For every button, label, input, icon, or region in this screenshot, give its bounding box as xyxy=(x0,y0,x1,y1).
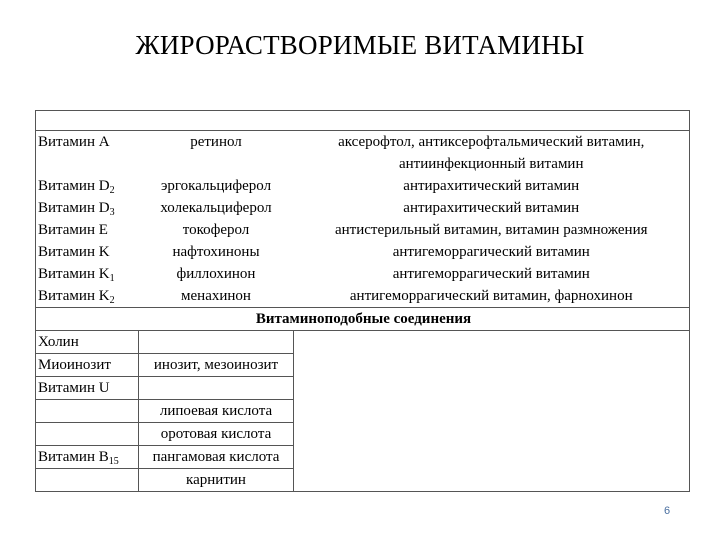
compound-cell: менахинон xyxy=(139,285,294,308)
empty-cell xyxy=(294,446,690,469)
table-row xyxy=(36,197,690,219)
synonyms-cell: антирахитический витамин xyxy=(294,197,690,219)
vitamin-name-cell xyxy=(36,131,139,176)
vitamin-name: Витамин D xyxy=(38,178,110,194)
vitamin-name-cell xyxy=(36,400,139,423)
vitamin-subscript: 2 xyxy=(109,295,115,306)
page-number: 6 xyxy=(664,505,671,517)
vitamin-name-cell xyxy=(36,423,139,446)
vitamin-subscript: 1 xyxy=(109,273,115,284)
compound-cell: токоферол xyxy=(182,222,250,238)
vitamin-subscript: 2 xyxy=(109,185,115,196)
empty-cell xyxy=(294,400,690,423)
compound-cell: карнитин xyxy=(139,469,294,492)
vitamin-name-cell xyxy=(36,377,139,400)
table-row xyxy=(36,423,690,446)
section-header-row xyxy=(36,308,690,331)
empty-cell xyxy=(294,377,690,400)
page-title: ЖИРОРАСТВОРИМЫЕ ВИТАМИНЫ xyxy=(135,30,585,60)
vitamin-name-cell xyxy=(36,219,139,241)
table-row xyxy=(36,446,690,469)
section-header: Витаминоподобные соединения xyxy=(36,308,690,331)
table-row xyxy=(36,263,690,285)
compound-cell: нафтохиноны xyxy=(172,244,260,260)
table-row xyxy=(36,219,690,241)
table-row xyxy=(36,469,690,492)
table-row xyxy=(36,354,690,377)
vitamin-name-cell xyxy=(36,285,139,308)
vitamin-name: Витамин B xyxy=(38,449,109,465)
vitamin-name: Витамин E xyxy=(38,222,108,238)
vitamin-name: Витамин U xyxy=(38,380,110,396)
vitamin-name: Холин xyxy=(38,334,79,350)
vitamin-name-cell xyxy=(36,175,139,197)
table-cell xyxy=(36,111,690,131)
vitamin-name: Витамин K xyxy=(38,244,110,260)
synonyms-cell: антигеморрагический витамин xyxy=(294,241,690,263)
compound-cell: эргокальциферол xyxy=(160,178,272,194)
table-row xyxy=(36,175,690,197)
vitamin-name: Витамин K xyxy=(38,266,110,282)
empty-cell xyxy=(294,423,690,446)
compound-cell: пангамовая кислота xyxy=(139,446,294,469)
vitamin-name-cell xyxy=(36,241,139,263)
vitamin-name-cell xyxy=(36,197,139,219)
table-row xyxy=(36,131,690,176)
compound-cell: инозит, мезоинозит xyxy=(139,354,294,377)
empty-cell xyxy=(294,331,690,354)
compound-cell xyxy=(139,377,294,400)
vitamin-name-cell xyxy=(36,354,139,377)
vitamin-subscript: 15 xyxy=(108,456,119,467)
synonyms-cell: антирахитический витамин xyxy=(294,175,690,197)
vitamin-name-cell xyxy=(36,331,139,354)
empty-cell xyxy=(294,469,690,492)
table-row xyxy=(36,400,690,423)
table-row xyxy=(36,241,690,263)
synonyms-cell: антистерильный витамин, витамин размножения xyxy=(294,219,690,241)
compound-cell: липоевая кислота xyxy=(139,400,294,423)
vitamin-subscript: 3 xyxy=(109,207,115,218)
vitamin-name-cell xyxy=(36,446,139,469)
vitamin-name: Витамин K xyxy=(38,288,110,304)
compound-cell: оротовая кислота xyxy=(139,423,294,446)
vitamin-name: Витамин A xyxy=(38,134,110,150)
table-row xyxy=(36,377,690,400)
compound-cell xyxy=(139,331,294,354)
table-row xyxy=(36,285,690,308)
table-row xyxy=(36,331,690,354)
table-empty-header-row xyxy=(36,111,690,131)
synonyms-cell: аксерофтол, антиксерофтальмический витамин, антиинфекционный витамин xyxy=(294,131,690,176)
compound-cell: филлохинон xyxy=(176,266,256,282)
synonyms-cell: антигеморрагический витамин xyxy=(294,263,690,285)
vitamin-name-cell xyxy=(36,263,139,285)
vitamin-name: Витамин D xyxy=(38,200,110,216)
compound-cell: ретинол xyxy=(139,131,294,176)
empty-cell xyxy=(294,354,690,377)
compound-cell: холекальциферол xyxy=(160,200,272,216)
vitamin-name-cell xyxy=(36,469,139,492)
synonyms-cell: антигеморрагический витамин, фарнохинон xyxy=(294,285,690,308)
vitamins-table xyxy=(35,110,690,492)
vitamin-name: Миоинозит xyxy=(38,357,111,373)
